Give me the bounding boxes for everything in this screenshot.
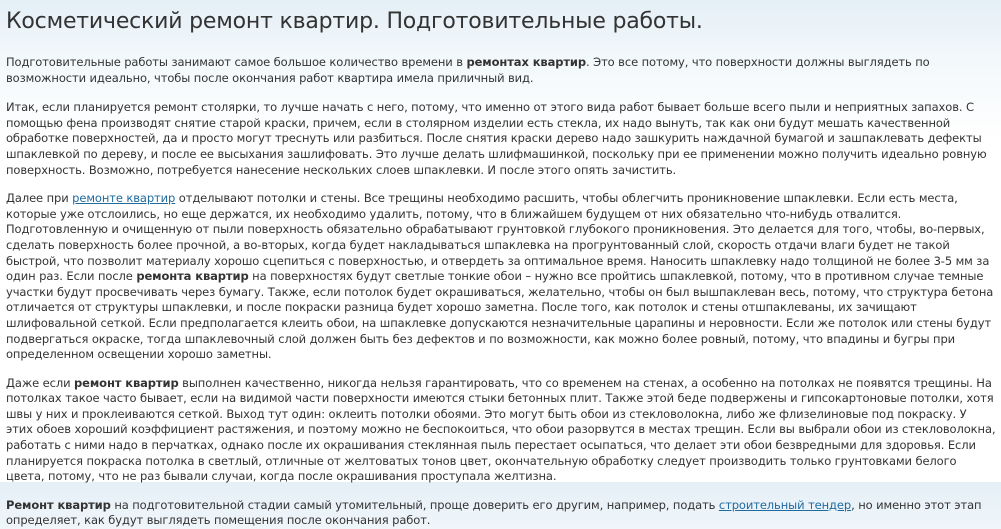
keyword-bold: ремонта квартир: [136, 269, 249, 284]
paragraph-walls-ceilings: [6, 191, 996, 363]
keyword-bold: ремонт квартир: [74, 375, 179, 390]
paragraph-intro: [6, 55, 996, 86]
paragraph-text: на поверхностях будут светлые тонкие обои – нужно все пройтись шпаклевкой, потому, что в противном случае темные участки будут просвечивать через бумагу. Также, если потолок будет окрашиваться, желательно, чтобы он был вышпаклеван весь, потому, что структура бетона отличается от структуры шпаклевки, и после покраски разница будет хорошо заметна. После того, как потолок и стены отшпаклеваны, их зачищают шлифовальной сеткой. Если предполагается клеить обои, на шпаклевке допускаются незначительные царапины и неровности. Если же потолок или стены будут подвергаться окраске, тогда шпаклевочный слой должен быть без дефектов и по возможности, как можно более ровный, потому, что впадины и бугры при определенном освещении хорошо заметны.: [6, 269, 994, 362]
keyword-bold: Ремонт квартир: [6, 497, 111, 512]
keyword-bold: ремонтах квартир: [466, 55, 587, 69]
page-title: Косметический ремонт квартир. Подготовительные работы.: [6, 9, 703, 34]
link-construction-tender[interactable]: строительный тендер: [718, 497, 852, 512]
link-apartment-renovation[interactable]: ремонте квартир: [72, 191, 176, 206]
paragraph-text: Далее при: [6, 191, 73, 206]
paragraph-woodwork: [6, 100, 996, 178]
paragraph-text: Даже если: [6, 375, 75, 390]
paragraph-text: Итак, если планируется ремонт столярки, то лучше начать с него, потому, что именно от этого вида работ бывает больше всего пыли и неприятных запахов. С помощью фена производят снятие старой краски, причем, если в столярном изделии есть стекла, их надо вынуть, так как они будут мешать качественной обработке поверхностей, да и просто могут треснуть или разбиться. После снятия краски дерево надо зашкурить наждачной бумагой и зашпаклевать дефекты шпаклевкой по дереву, и после ее высыхания зашлифовать. Это лучше делать шлифмашинкой, поскольку при ее применении можно получить идеально ровную поверхность. Возможно, потребуется нанесение нескольких слоев шпаклевки. И после этого опять зачистить.: [6, 100, 987, 177]
paragraph-text: на подготовительной стадии самый утомительный, проще доверить его другим, например, подать: [110, 497, 719, 512]
article: [6, 0, 996, 529]
paragraph-text: выполнен качественно, никогда нельзя гарантировать, что со временем на стенах, а особенно на потолках не появятся трещины. На потолках такое часто бывает, если на видимой части поверхности имеются стыки бетонных плит. Также этой беде подвержены и гипсокартоновые потолки, хотя швы у них и проклеиваются сеткой. Выход тут один: оклеить потолки обоями. Это могут быть обои из стекловолокна, либо же флизелиновые под покраску. У этих обоев хороший коэффициент растяжения, и поэтому можно не беспокоиться, что обои разорвутся в местах трещин. Если вы выбрали обои из стекловолокна, работать с ними надо в перчатках, однако после их окрашивания стеклянная пыль перестает осыпаться, что делает эти обои безвредными для здоровья. Если планируется покраска потолка в светлый, отличные от желтоватых тонов цвет, окончательную обработку следует производить только грунтовками белого цвета, потому, что не раз бывали случаи, когда после окрашивания проступала желтизна.: [6, 375, 996, 484]
paragraph-cracks: [6, 376, 996, 485]
paragraph-text: . Это все потому, что поверхности должны выглядеть по возможности идеально, чтобы после окончания работ квартира имела приличный вид.: [6, 55, 930, 85]
paragraph-text: , но именно этот этап определяет, как будут выглядеть помещения после окончания работ.: [6, 497, 982, 528]
paragraph-text: Подготовительные работы занимают самое большое количество времени в: [6, 55, 467, 69]
paragraph-text: отделывают потолки и стены. Все трещины необходимо расшить, чтобы облегчить проникновение шпаклевки. Если есть места, которые уже отслоились, но еще держатся, их необходимо удалить, потому, что в ближайшем будущем от них обязательно что-нибудь отвалится. Подготовленную и очищенную от пыли поверхность обязательно обрабатывают грунтовкой глубокого проникновения. Это делается для того, чтобы, во-первых, сделать поверхность более прочной, а во-вторых, когда будет накладываться шпаклевка на прогрунтованный слой, скорость отдачи влаги будет не такой быстрой, что позволит материалу хорошо сцепиться с поверхностью, и отвердеть за оптимальное время. Наносить шпаклевку надо толщиной не более 3-5 мм за один раз. Если после: [6, 191, 990, 284]
paragraph-conclusion: [6, 498, 996, 529]
